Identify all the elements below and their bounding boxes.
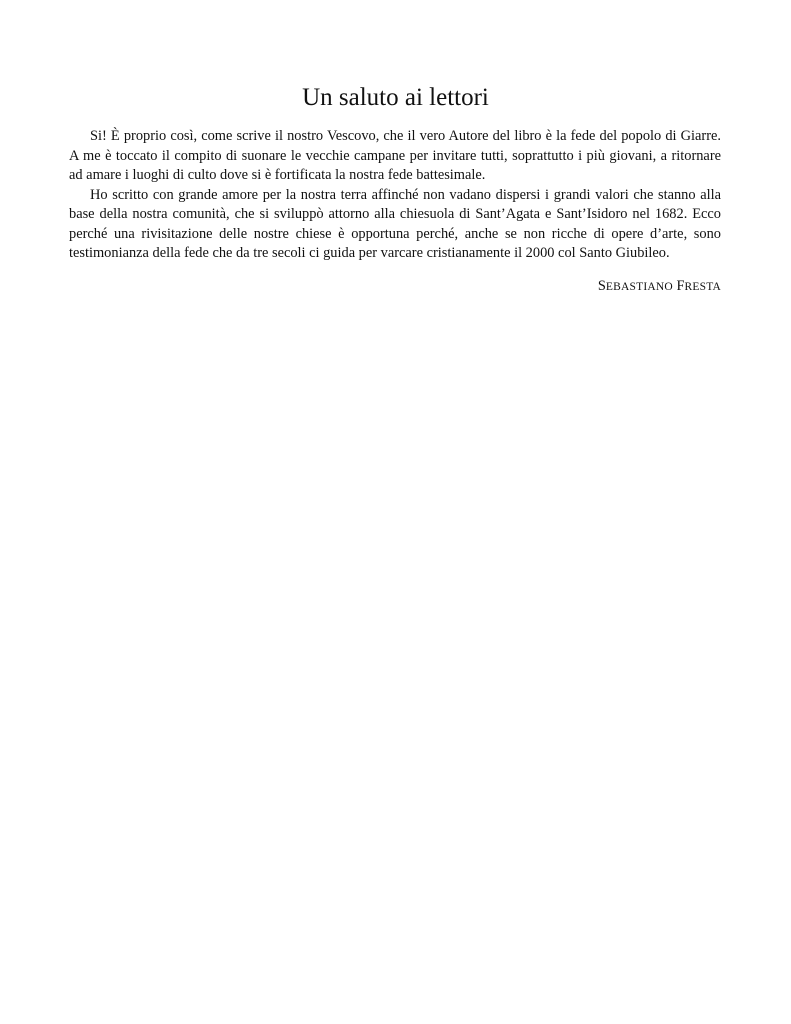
- paragraph-2: Ho scritto con grande amore per la nostra terra affinché non vadano dispersi i grandi valori che stanno alla base della nostra comunità, che si sviluppò attorno alla chiesuola di Sant’Agata e Sant’Isidoro nel 1682. Ecco perché una rivisitazione delle nostre chiese è opportuna perché, anche se non ricche di opere d’arte, sono testimonianza della fede che da tre secoli ci guida per varcare cristianamente il 2000 col Santo Giubileo.: [69, 186, 721, 261]
- signature-last-initial: F: [676, 278, 685, 294]
- author-signature: [69, 277, 721, 297]
- signature-first-rest: EBASTIANO: [605, 281, 673, 293]
- paragraph-1: Si! È proprio così, come scrive il nostro Vescovo, che il vero Autore del libro è la fede del popolo di Giarre. A me è toccato il compito di suonare le vecchie campane per invitare tutti, soprattutto i più giovani, a ritornare ad amare i luoghi di culto dove si è fortificata la nostra fede battesimale.: [69, 128, 721, 183]
- page-title: Un saluto ai lettori: [302, 84, 489, 111]
- signature-last-rest: RESTA: [684, 281, 721, 293]
- body-text: [69, 127, 721, 264]
- signature-first-initial: S: [597, 278, 606, 294]
